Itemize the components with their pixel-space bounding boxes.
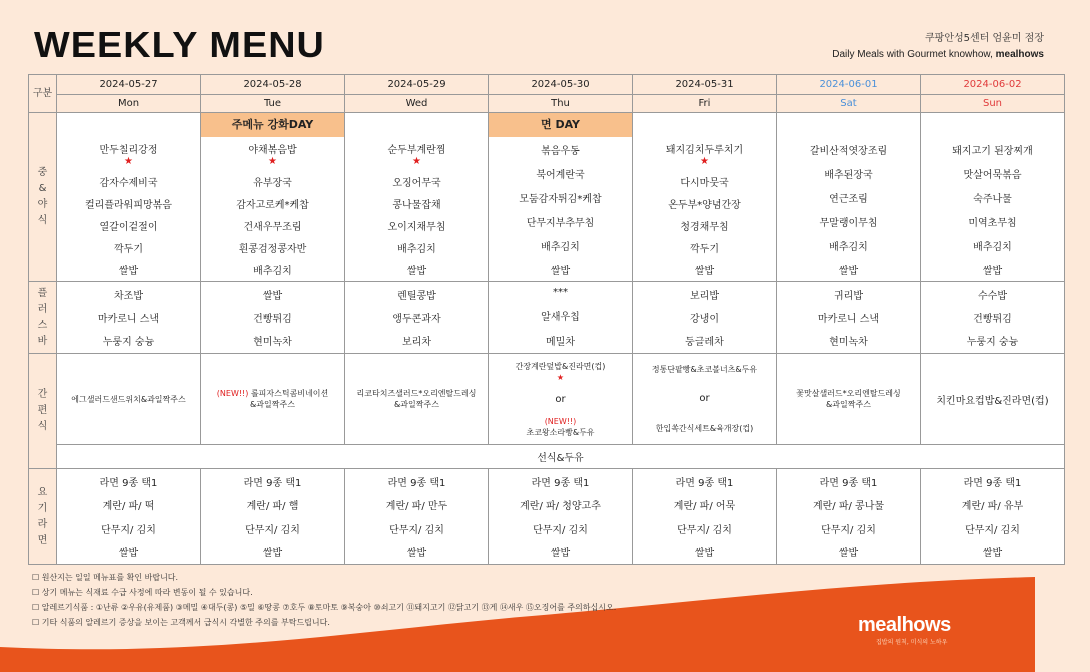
menu-item: 렌틸콩밥 [397, 290, 436, 302]
menu-item: 건새우무조림 [243, 222, 302, 234]
star-icon: ★ [556, 372, 565, 382]
menu-item: 쌀밥 [262, 290, 283, 302]
menu-item: 돼지김치두루치기 [665, 144, 744, 156]
snack-sat: 꽃맛살샐러드*오리엔탈드레싱 &과일짝주스 [777, 354, 921, 445]
date-sun: 2024-06-02 [921, 75, 1065, 95]
main-cell-wed [345, 113, 489, 282]
menu-item: 볶음우동 [541, 145, 580, 157]
menu-item: 보리밥 [690, 290, 719, 302]
menu-item: 맛살어묵볶음 [963, 169, 1022, 181]
star-icon: ★ [700, 155, 709, 167]
menu-item: 마카로니 스낵 [817, 313, 880, 325]
menu-item: 알새우칩 [541, 311, 580, 323]
menu-item: 마카로니 스낵 [97, 313, 160, 325]
note-item: ☐ 기타 식품의 알레르기 증상을 보이는 고객께서 급식시 각별한 주의를 부탁드립니다. [32, 618, 330, 627]
menu-table [28, 74, 1065, 565]
menu-item: 열갈이겉절이 [99, 222, 158, 234]
section-main-label: 중 & 야 식 [29, 113, 57, 282]
banner-tue: 주메뉴 강화DAY [201, 113, 344, 137]
menu-item: 쌀밥 [982, 265, 1003, 277]
snack-tue: (NEW!!) 롤피자스틱콤비네이션 &과일짝주스 [201, 354, 345, 445]
menu-item: 건빵튀김 [973, 313, 1012, 325]
ramen-row: 요 기 라 면 라면 9종 택1 계란/ 파/ 떡 단무지/ 김치 쌀밥 라면 9종 택1 계란/ 파/ 햄 단무지/ 김치 쌀밥 라면 9종 택1 계란/ 파/ 만두 단무지/ 김치 쌀밥 라면 9종 택1 계란/ 파/ 청양고추 단무지/ 김치 쌀밥 라면 9종 택1 계란/ 파/ 어묵 단무지/ 김치 쌀밥 라면 9종 택1 계란/ 파/ 콩나물 단무지/ 김치 쌀밥 라면 9종 택1 계란/ 파/ 유부 단무지/ 김치 쌀밥 [29, 469, 1065, 565]
menu-item: 배추김치 [397, 244, 436, 256]
menu-item: 만두칠리강정 [99, 144, 158, 156]
snack-sun: 치킨마요컵밥&진라면(컵) [921, 354, 1065, 445]
menu-item: 배추김치 [973, 241, 1012, 253]
section-plus-label: 플 러 스 바 [29, 282, 57, 354]
main-cell-sun [921, 113, 1065, 282]
menu-item: 유부장국 [253, 177, 292, 189]
corner-label: 구분 [29, 75, 57, 113]
menu-item: 미역초무침 [968, 217, 1017, 229]
dow-sat: Sat [777, 95, 921, 113]
menu-item: 돼지고기 된장찌개 [952, 145, 1033, 157]
subtitle: Daily Meals with Gourmet knowhow, mealhows [832, 49, 1044, 60]
menu-item: 쌀밥 [406, 266, 427, 278]
menu-item: 연근조림 [829, 193, 868, 205]
menu-item: 다시마뭇국 [680, 177, 729, 189]
menu-item: 야채볶음밥 [248, 144, 297, 156]
menu-item: 배추김치 [829, 241, 868, 253]
menu-item: 앵두콘과자 [392, 313, 441, 325]
main-row [29, 113, 1065, 282]
snack-row [29, 354, 1065, 445]
snack-fri: 정통단팥빵&초코볼너츠&두유 or 한입쏙간식세트&육개장(컵) [633, 354, 777, 445]
section-ramen-label: 요 기 라 면 [29, 469, 57, 565]
main-cell-thu [489, 113, 633, 282]
page-title: WEEKLY MENU [34, 24, 325, 65]
menu-item: 순두부계란찜 [387, 144, 446, 156]
menu-item: 현미녹차 [253, 337, 292, 349]
site-name: 쿠팡안성5센터 엄윤미 점장 [925, 33, 1044, 44]
brand-logo: mealhows [858, 614, 951, 636]
common-row [29, 445, 1065, 469]
menu-item: 건빵튀김 [253, 313, 292, 325]
menu-item: 숙주나물 [973, 193, 1012, 205]
main-cell-mon [57, 113, 201, 282]
plus-row [29, 282, 1065, 354]
menu-item: 현미녹차 [829, 337, 868, 349]
dow-mon: Mon [57, 95, 201, 113]
menu-item: 쌀밥 [550, 265, 571, 277]
snack-wed: 리코타치즈샐러드*오리엔탈드레싱 &과일짝주스 [345, 354, 489, 445]
note-item: ☐ 상기 메뉴는 식재료 수급 사정에 따라 변동이 될 수 있습니다. [32, 588, 253, 597]
banner-thu: 면 DAY [489, 113, 632, 137]
menu-item: 모둠감자튀김*케찹 [519, 193, 602, 205]
menu-item: 누룽지 숭늉 [966, 337, 1019, 349]
dow-fri: Fri [633, 95, 777, 113]
menu-item: *** [553, 287, 568, 299]
date-fri: 2024-05-31 [633, 75, 777, 95]
menu-item: 쌀밥 [838, 265, 859, 277]
dow-row [29, 95, 1065, 113]
menu-item: 갈비산적엿장조림 [809, 145, 888, 157]
dow-wed: Wed [345, 95, 489, 113]
menu-item: 배추김치 [541, 241, 580, 253]
menu-item: 둥글레차 [685, 337, 724, 349]
menu-item: 오징어무국 [392, 177, 441, 189]
menu-item: 쌀밥 [694, 266, 715, 278]
snack-mon: 에그샐러드샌드위치&과일짝주스 [57, 354, 201, 445]
menu-item: 오이지채무침 [387, 222, 446, 234]
menu-item: 무말랭이무침 [819, 217, 878, 229]
menu-item: 콩나물잡채 [392, 199, 441, 211]
menu-item: 컬리플라워피망볶음 [85, 199, 172, 211]
date-row [29, 75, 1065, 95]
main-cell-fri [633, 113, 777, 282]
menu-item: 북어계란국 [536, 169, 585, 181]
menu-item: 청경채무침 [680, 222, 729, 234]
menu-item: 강냉이 [690, 313, 719, 325]
menu-item: 단무지부추무침 [526, 217, 595, 229]
star-icon: ★ [124, 155, 133, 167]
menu-item: 누룽지 숭늉 [102, 337, 155, 349]
date-wed: 2024-05-29 [345, 75, 489, 95]
dow-thu: Thu [489, 95, 633, 113]
star-icon: ★ [412, 155, 421, 167]
date-mon: 2024-05-27 [57, 75, 201, 95]
menu-item: 배추김치 [253, 266, 292, 278]
star-icon: ★ [268, 155, 277, 167]
common-item: 선식&두유 [57, 445, 1065, 469]
date-sat: 2024-06-01 [777, 75, 921, 95]
notes [32, 570, 616, 630]
menu-item: 차조밥 [114, 290, 143, 302]
date-thu: 2024-05-30 [489, 75, 633, 95]
brand-tagline: 집밥의 원칙, 미식의 노하우 [876, 639, 948, 646]
menu-item: 온두부*양념간장 [668, 199, 741, 211]
section-snack-label: 간 편 식 [29, 354, 57, 469]
main-cell-sat [777, 113, 921, 282]
menu-item: 귀리밥 [834, 290, 863, 302]
menu-item: 깍두기 [114, 244, 143, 256]
date-tue: 2024-05-28 [201, 75, 345, 95]
menu-item: 흰콩검정콩자반 [238, 244, 307, 256]
menu-item: 배추된장국 [824, 169, 873, 181]
menu-item: 수수밥 [978, 290, 1007, 302]
menu-item: 깍두기 [690, 244, 719, 256]
menu-item: 쌀밥 [118, 266, 139, 278]
snack-thu: 간장계란덮밥&진라면(컵) ★ or (NEW!!) 초코왕소라빵&두유 [489, 354, 633, 445]
menu-item: 감자고로케*케찹 [236, 199, 309, 211]
menu-item: 메밀차 [546, 336, 575, 348]
main-cell-tue [201, 113, 345, 282]
note-item: ☐ 원산지는 일일 메뉴표를 확인 바랍니다. [32, 573, 179, 582]
dow-tue: Tue [201, 95, 345, 113]
menu-item: 감자수제비국 [99, 177, 158, 189]
dow-sun: Sun [921, 95, 1065, 113]
menu-item: 보리차 [402, 337, 431, 349]
note-item: ☐ 알레르기식품 : ①난류 ②우유(유제품) ③메밀 ④대두(콩) ⑤밀 ⑥땅콩 ⑦호두 ⑧토마토 ⑨복숭아 ⑩쇠고기 ⑪돼지고기 ⑫닭고기 ⑬게 ⑭새우 ⑮오징어를 주의하십시오. [32, 603, 617, 612]
